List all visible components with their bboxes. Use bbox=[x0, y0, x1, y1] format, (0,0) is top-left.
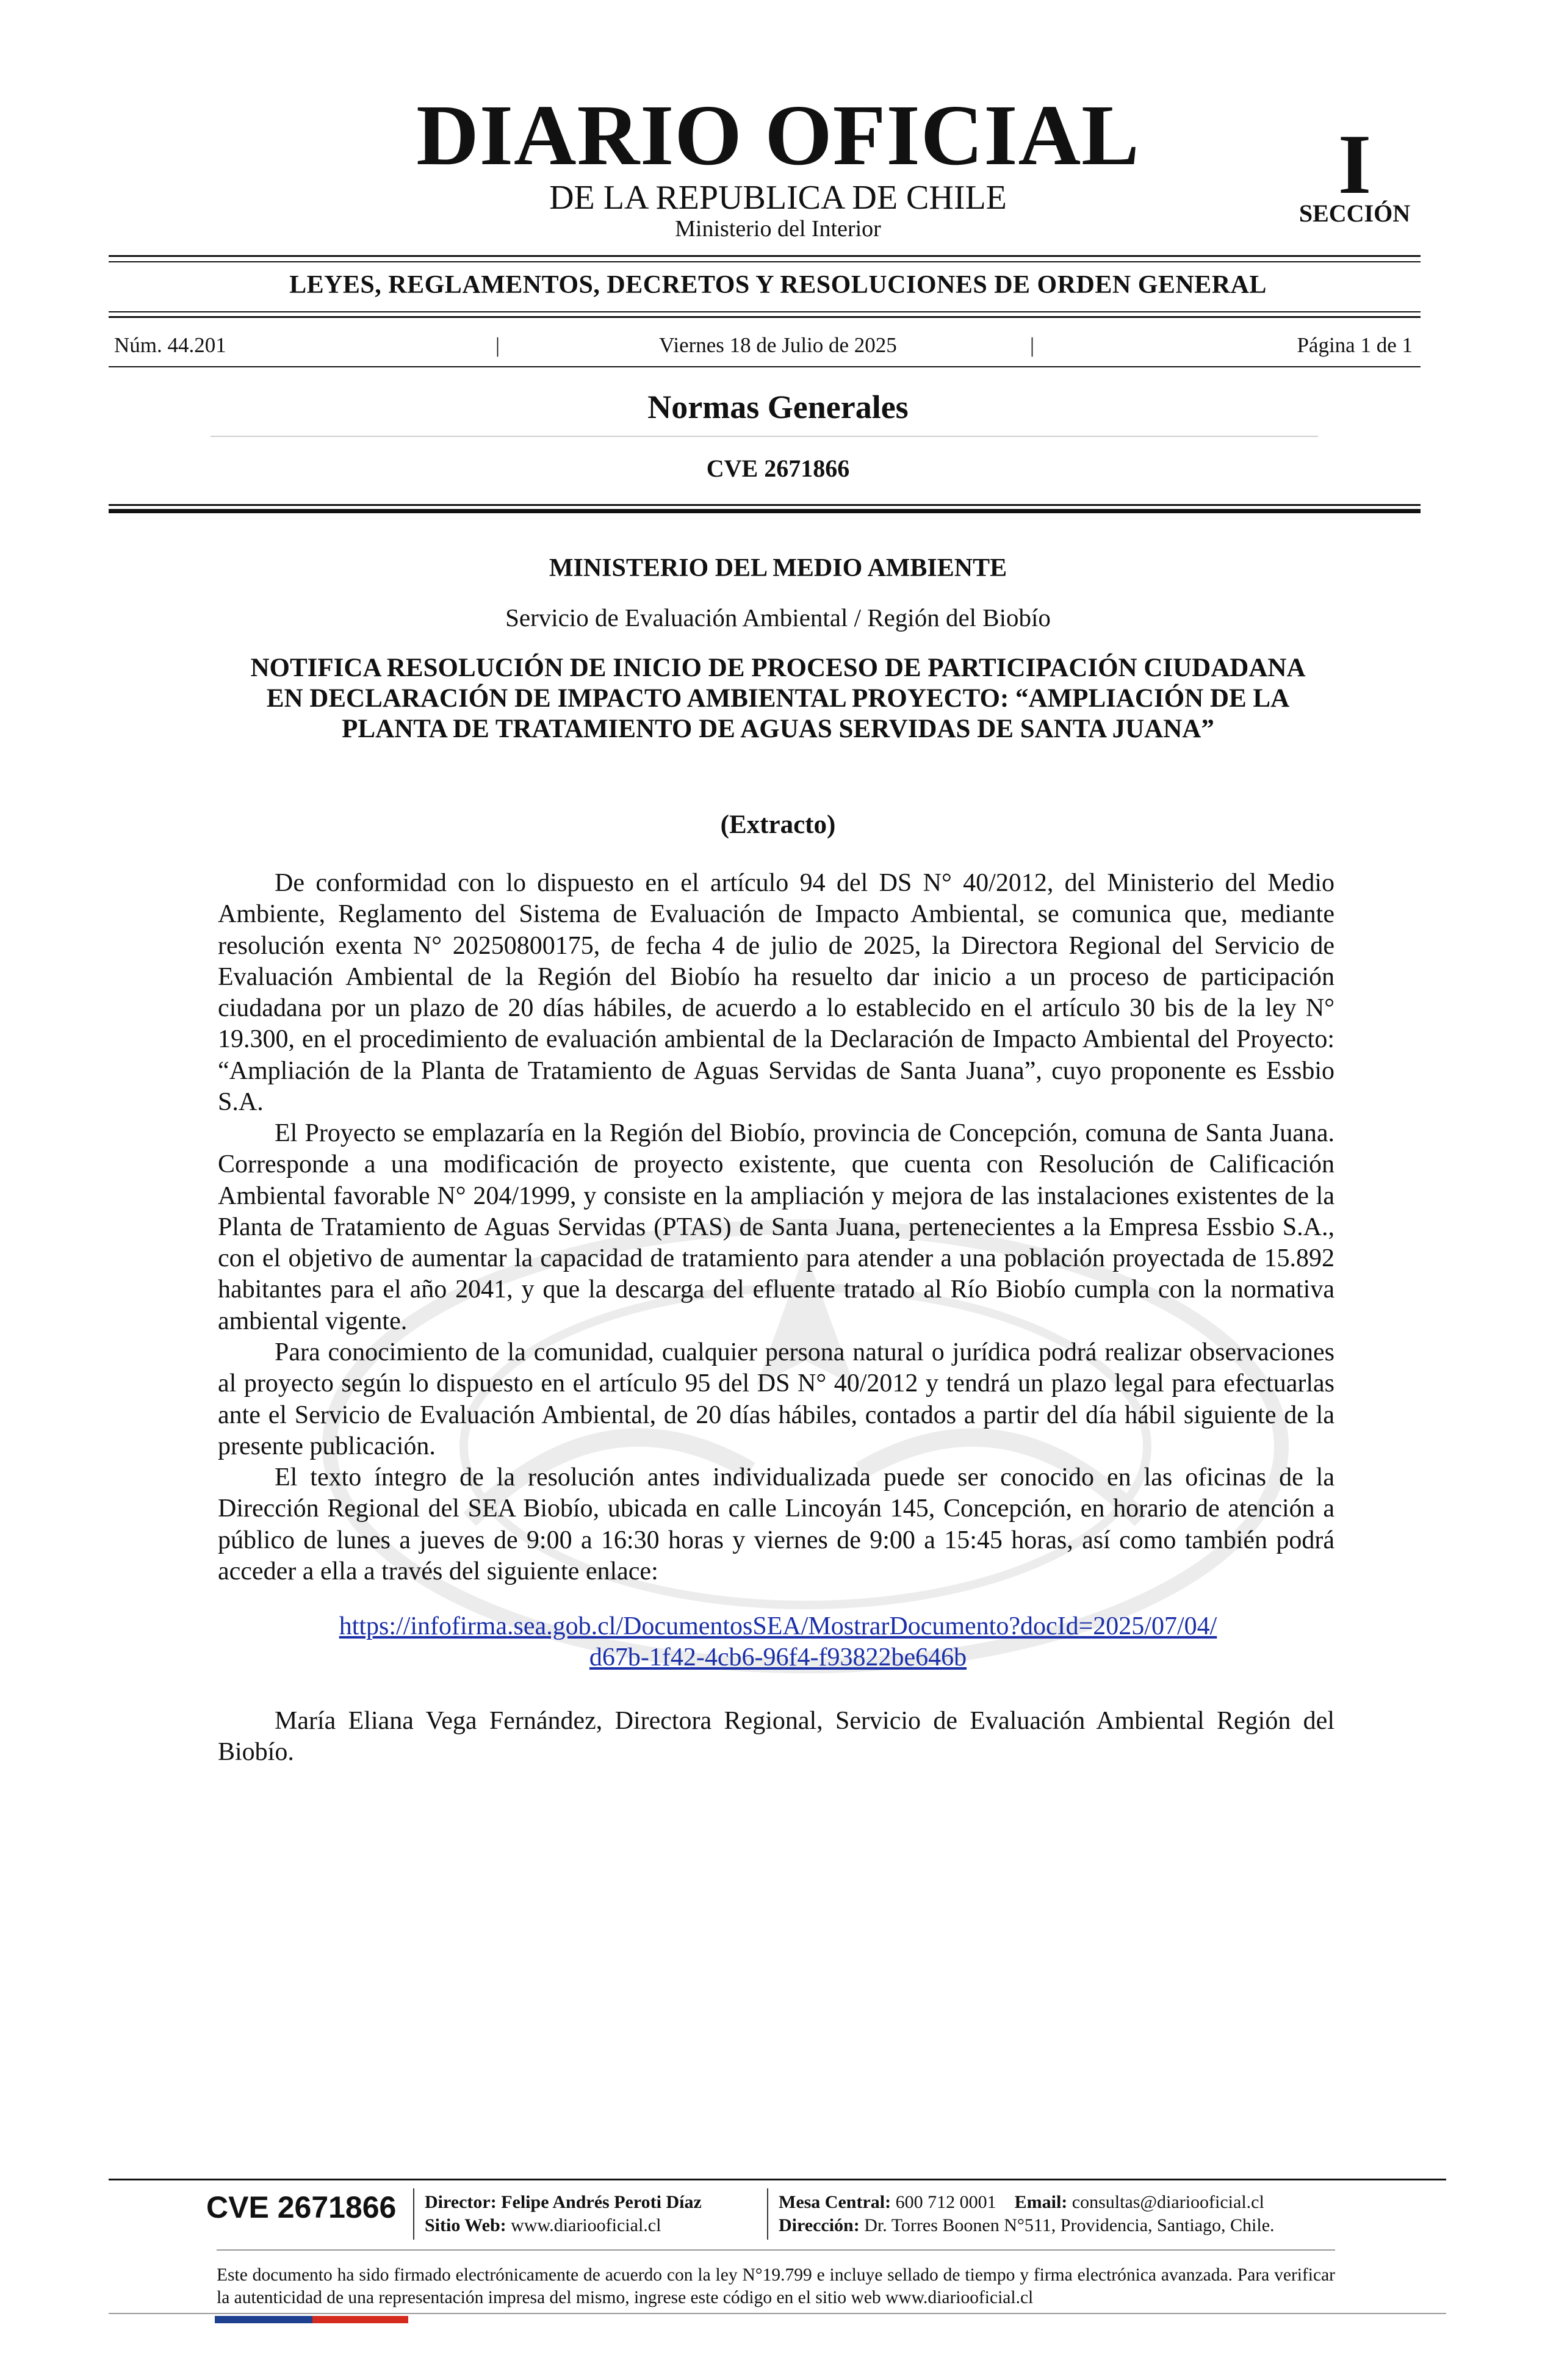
newspaper-subtitle: DE LA REPUBLICA DE CHILE bbox=[549, 179, 1007, 217]
ministry-line: Ministerio del Interior bbox=[675, 216, 881, 242]
divider bbox=[109, 509, 1421, 513]
footer-contact bbox=[779, 2191, 1264, 2214]
footer-cve: CVE 2671866 bbox=[206, 2190, 397, 2224]
category-heading: LEYES, REGLAMENTOS, DECRETOS Y RESOLUCIONES DE ORDEN GENERAL bbox=[289, 271, 1267, 299]
divider bbox=[109, 366, 1421, 367]
divider bbox=[109, 316, 1421, 318]
footer-separator bbox=[413, 2188, 414, 2240]
divider bbox=[109, 311, 1421, 312]
issue-separator: | bbox=[1030, 333, 1035, 357]
site-label: Sitio Web: bbox=[425, 2215, 506, 2235]
divider bbox=[109, 504, 1421, 506]
page-indicator: Página 1 de 1 bbox=[1297, 333, 1413, 357]
flag-stripe-blue bbox=[215, 2316, 312, 2323]
section-numeral: I bbox=[1338, 117, 1372, 212]
service-line: Servicio de Evaluación Ambiental / Región del Biobío bbox=[505, 604, 1051, 632]
body-paragraph: El Proyecto se emplazaría en la Región del Biobío, provincia de Concepción, comuna de Santa Juana. Corresponde a una modificación de proyecto existente, que cuenta con Resolución de Calificación Ambiental favorable N° 204/1999, y consiste en la ampliación y mejora de las instalaciones existentes de la Planta de Tratamiento de Aguas Servidas (PTAS) de Santa Juana, pertenecientes a la Empresa Essbio S.A., con el objetivo de aumentar la capacidad de tratamiento para atender a una población proyectada de 15.892 habitantes para el año 2041, y que la descarga del efluente tratado al Río Biobío cumpla con la normativa ambiental vigente. bbox=[218, 1119, 1334, 1335]
newspaper-title: DIARIO OFICIAL bbox=[416, 87, 1140, 183]
signature: María Eliana Vega Fernández, Directora Regional, Servicio de Evaluación Ambiental Región del Biobío. bbox=[218, 1707, 1334, 1767]
issue-separator: | bbox=[495, 333, 500, 357]
flag-stripe-red bbox=[312, 2316, 408, 2323]
footer-divider bbox=[217, 2249, 1335, 2251]
director-name: Felipe Andrés Peroti Díaz bbox=[501, 2192, 702, 2212]
document-link-line1[interactable]: https://infofirma.sea.gob.cl/DocumentosSEA/MostrarDocumento?docId=2025/07/04/ bbox=[339, 1612, 1217, 1640]
footer-separator bbox=[767, 2188, 768, 2240]
document-link[interactable] bbox=[232, 1611, 1324, 1673]
footer-note: Este documento ha sido firmado electrónicamente de acuerdo con la ley N°19.799 e incluye sellado de tiempo y firma electrónica avanzada. Para verificar la autenticidad de una representación impresa del mismo, ingrese este código en el sitio web www.diariooficial.cl bbox=[217, 2265, 1335, 2307]
issue-number: Núm. 44.201 bbox=[114, 333, 226, 357]
cve-code: CVE 2671866 bbox=[706, 455, 850, 482]
issue-date: Viernes 18 de Julio de 2025 bbox=[659, 333, 897, 357]
address-value: Dr. Torres Boonen N°511, Providencia, Santiago, Chile. bbox=[864, 2215, 1275, 2235]
email-label: Email: bbox=[1014, 2192, 1068, 2212]
director-label: Director: bbox=[425, 2192, 497, 2212]
footer-director bbox=[425, 2191, 702, 2214]
extract-label: (Extracto) bbox=[720, 810, 836, 839]
body-paragraph: De conformidad con lo dispuesto en el artículo 94 del DS N° 40/2012, del Ministerio del Medio Ambiente, Reglamento del Sistema de Evaluación de Impacto Ambiental, se comunica que, mediante resolución exenta N° 20250800175, de fecha 4 de julio de 2025, la Directora Regional del Servicio de Evaluación Ambiental de la Región del Biobío ha resuelto dar inicio a un proceso de participación ciudadana por un plazo de 20 días hábiles, de acuerdo a lo establecido en el artículo 30 bis de la ley N° 19.300, en el procedimiento de evaluación ambiental de la Declaración de Impacto Ambiental del Proyecto: “Ampliación de la Planta de Tratamiento de Aguas Servidas de Santa Juana”, cuyo proponente es Essbio S.A. bbox=[218, 869, 1334, 1117]
body-paragraph: El texto íntegro de la resolución antes individualizada puede ser conocido en las oficinas de la Dirección Regional del SEA Biobío, ubicada en calle Lincoyán 145, Concepción, en horario de atención a público de lunes a jueves de 9:00 a 16:30 horas y viernes de 9:00 a 15:45 horas, así como también podrá acceder a ella a través del siguiente enlace: bbox=[218, 1463, 1334, 1585]
phone-label: Mesa Central: bbox=[779, 2192, 891, 2212]
footer-divider bbox=[109, 2313, 1446, 2314]
section-label: SECCIÓN bbox=[1298, 200, 1411, 227]
email-value[interactable]: consultas@diariooficial.cl bbox=[1072, 2192, 1264, 2212]
document-link-line2[interactable]: d67b-1f42-4cb6-96f4-f93822be646b bbox=[589, 1643, 967, 1671]
divider bbox=[211, 436, 1318, 437]
divider bbox=[109, 255, 1421, 257]
body-paragraph: Para conocimiento de la comunidad, cualquier persona natural o jurídica podrá realizar observaciones al proyecto según lo dispuesto en el artículo 95 del DS N° 40/2012 y tendrá un plazo legal para efectuarlas ante el Servicio de Evaluación Ambiental, de 20 días hábiles, contados a partir del día hábil siguiente de la presente publicación. bbox=[218, 1338, 1334, 1460]
ministry-heading: MINISTERIO DEL MEDIO AMBIENTE bbox=[549, 554, 1007, 582]
footer-address bbox=[779, 2214, 1275, 2237]
site-value[interactable]: www.diariooficial.cl bbox=[511, 2215, 661, 2235]
phone-value: 600 712 0001 bbox=[895, 2192, 996, 2212]
address-label: Dirección: bbox=[779, 2215, 860, 2235]
section-title: Normas Generales bbox=[647, 389, 909, 425]
divider bbox=[109, 261, 1421, 262]
document-title: NOTIFICA RESOLUCIÓN DE INICIO DE PROCESO DE PARTICIPACIÓN CIUDADANA EN DECLARACIÓN DE IMPACTO AMBIENTAL PROYECTO: “AMPLIACIÓN DE LA PLANTA DE TRATAMIENTO DE AGUAS SERVIDAS DE SANTA JUANA” bbox=[250, 654, 1306, 743]
footer-website bbox=[425, 2214, 661, 2237]
footer-divider bbox=[109, 2179, 1446, 2180]
